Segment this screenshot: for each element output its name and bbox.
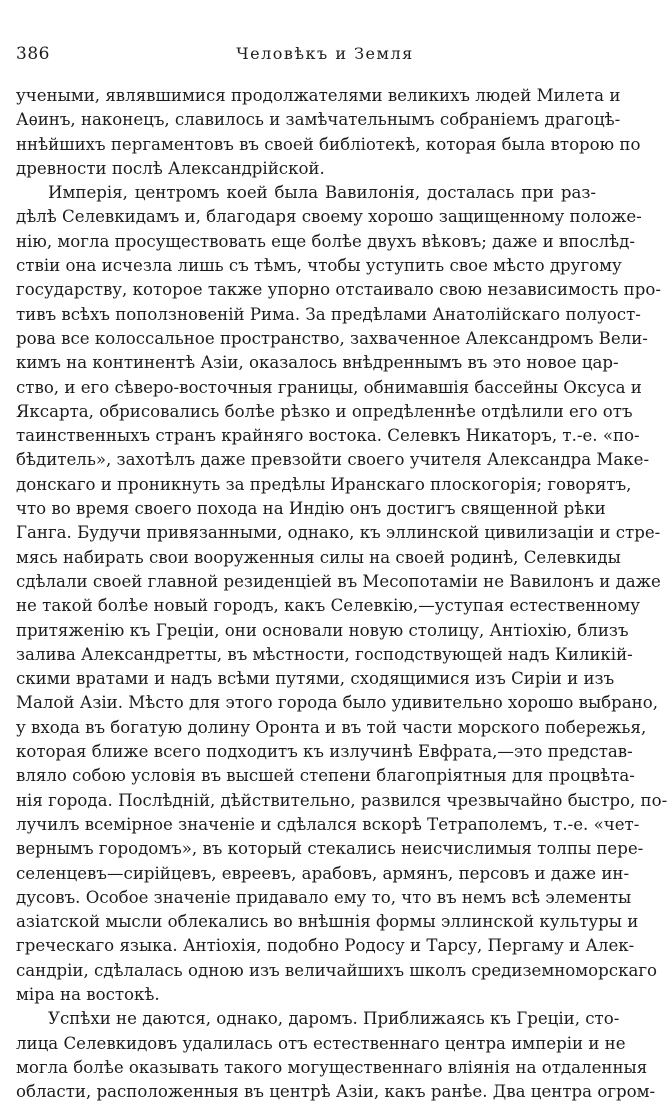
text-line: ннѣйшихъ пергаментовъ въ своей библіотекѣ, которая была второю по xyxy=(16,134,641,154)
text-line: греческаго языка. Антіохія, подобно Родосу и Тарсу, Пергаму и Алек- xyxy=(16,936,635,956)
text-line: донскаго и проникнуть за предѣлы Иранскаго плоскогорія; говорятъ, xyxy=(16,474,632,494)
text-line: нія города. Послѣдній, дѣйствительно, развился чрезвычайно быстро, по- xyxy=(16,790,667,810)
body-text xyxy=(16,84,667,1104)
text-line: сандріи, сдѣлалась одною изъ величайшихъ школъ средиземноморскаго xyxy=(16,960,658,980)
text-line: притяженію къ Греціи, они основали новую столицу, Антіохію, близъ xyxy=(16,620,629,640)
text-line: у входа въ богатую долину Оронта и въ той части морского побережья, xyxy=(16,717,647,737)
text-line: государству, которое также упорно отстаивало свою независимость про- xyxy=(16,280,661,300)
text-line: дѣлѣ Селевкидамъ и, благодаря своему хорошо защищенному положе- xyxy=(16,207,642,227)
text-line: рова все колоссальное пространство, захваченное Александромъ Вели- xyxy=(16,328,648,348)
text-line: Аѳинъ, наконецъ, славилось и замѣчательнымъ собраніемъ драгоцѣ- xyxy=(16,110,621,130)
text-line: скими вратами и надъ всѣми путями, сходящимися изъ Сиріи и изъ xyxy=(16,669,615,689)
text-line: ствіи она исчезла лишь съ тѣмъ, чтобы уступить свое мѣсто другому xyxy=(16,256,622,276)
text-line: бѣдитель», захотѣлъ даже превзойти своего учителя Александра Маке- xyxy=(16,450,650,470)
text-line: Ганга. Будучи привязанными, однако, къ эллинской цивилизаціи и стре- xyxy=(16,523,661,543)
text-line: области, расположенныя въ центрѣ Азіи, какъ ранѣе. Два центра огром- xyxy=(16,1082,656,1102)
text-line: азіатской мысли облекались во внѣшнія формы эллинской культуры и xyxy=(16,912,639,932)
text-line: ство, и его сѣверо-восточныя границы, обнимавшія бассейны Оксуса и xyxy=(16,377,642,397)
text-line: дусовъ. Особое значеніе придавало ему то, что въ немъ всѣ элементы xyxy=(16,887,632,907)
text-line: не такой болѣе новый городъ, какъ Селевкію,—уступая естественному xyxy=(16,596,641,616)
paragraph xyxy=(16,181,667,1007)
text-line: Успѣхи не даются, однако, даромъ. Приближаясь къ Греціи, сто- xyxy=(48,1009,620,1029)
text-line: Малой Азіи. Мѣсто для этого города было удивительно хорошо выбрано, xyxy=(16,693,659,713)
page-header xyxy=(16,44,634,66)
text-line: селенцевъ—сирійцевъ, евреевъ, арабовъ, армянъ, персовъ и даже ин- xyxy=(16,863,630,883)
running-title: Человѣкъ и Земля xyxy=(236,44,414,63)
paragraph xyxy=(16,84,641,181)
text-line: вляло собою условія въ высшей степени благопріятныя для процвѣта- xyxy=(16,766,635,786)
text-line: лица Селевкидовъ удалилась отъ естественнаго центра имперіи и не xyxy=(16,1033,626,1053)
page-number: 386 xyxy=(16,44,50,64)
text-line: древности послѣ Александрійской. xyxy=(16,158,325,178)
text-line: кимъ на континентѣ Азіи, оказалось внѣдреннымъ въ это новое цар- xyxy=(16,353,619,373)
text-line: сдѣлали своей главной резиденціей въ Месопотаміи не Вавилонъ и даже xyxy=(16,571,661,591)
text-line: мясь набирать свои вооруженныя силы на своей родинѣ, Селевкиды xyxy=(16,547,621,567)
text-line: что во время своего похода на Индію онъ достигъ священной рѣки xyxy=(16,499,606,519)
text-line: залива Александретты, въ мѣстности, господствующей надъ Киликій- xyxy=(16,644,633,664)
text-line: таинственныхъ странъ крайняго востока. Селевкъ Никаторъ, т.-е. «по- xyxy=(16,426,640,446)
text-line: Имперія, центромъ коей была Вавилонія, досталась при раз- xyxy=(48,183,596,203)
text-line: вернымъ городомъ», въ который стекались неисчислимыя толпы пере- xyxy=(16,839,644,859)
text-line: Яксарта, обрисовались болѣе рѣзко и опредѣленнѣе отдѣлили его отъ xyxy=(16,401,633,421)
paragraph xyxy=(16,1007,656,1104)
text-line: міра на востокѣ. xyxy=(16,984,160,1004)
text-line: лучилъ всемірное значеніе и сдѣлался вскорѣ Тетраполемъ, т.-е. «чет- xyxy=(16,814,640,834)
text-line: тивъ всѣхъ поползновеній Рима. За предѣлами Анатолійскаго полуост- xyxy=(16,304,641,324)
text-line: могла болѣе оказывать такого могущественнаго вліянія на отдаленныя xyxy=(16,1057,648,1077)
text-line: учеными, являвшимися продолжателями великихъ людей Милета и xyxy=(16,86,621,105)
text-line: нію, могла просуществовать еще болѣе двухъ вѣковъ; даже и впослѣд- xyxy=(16,231,635,251)
text-line: которая ближе всего подходитъ къ излучинѣ Евфрата,—это представ- xyxy=(16,742,633,762)
